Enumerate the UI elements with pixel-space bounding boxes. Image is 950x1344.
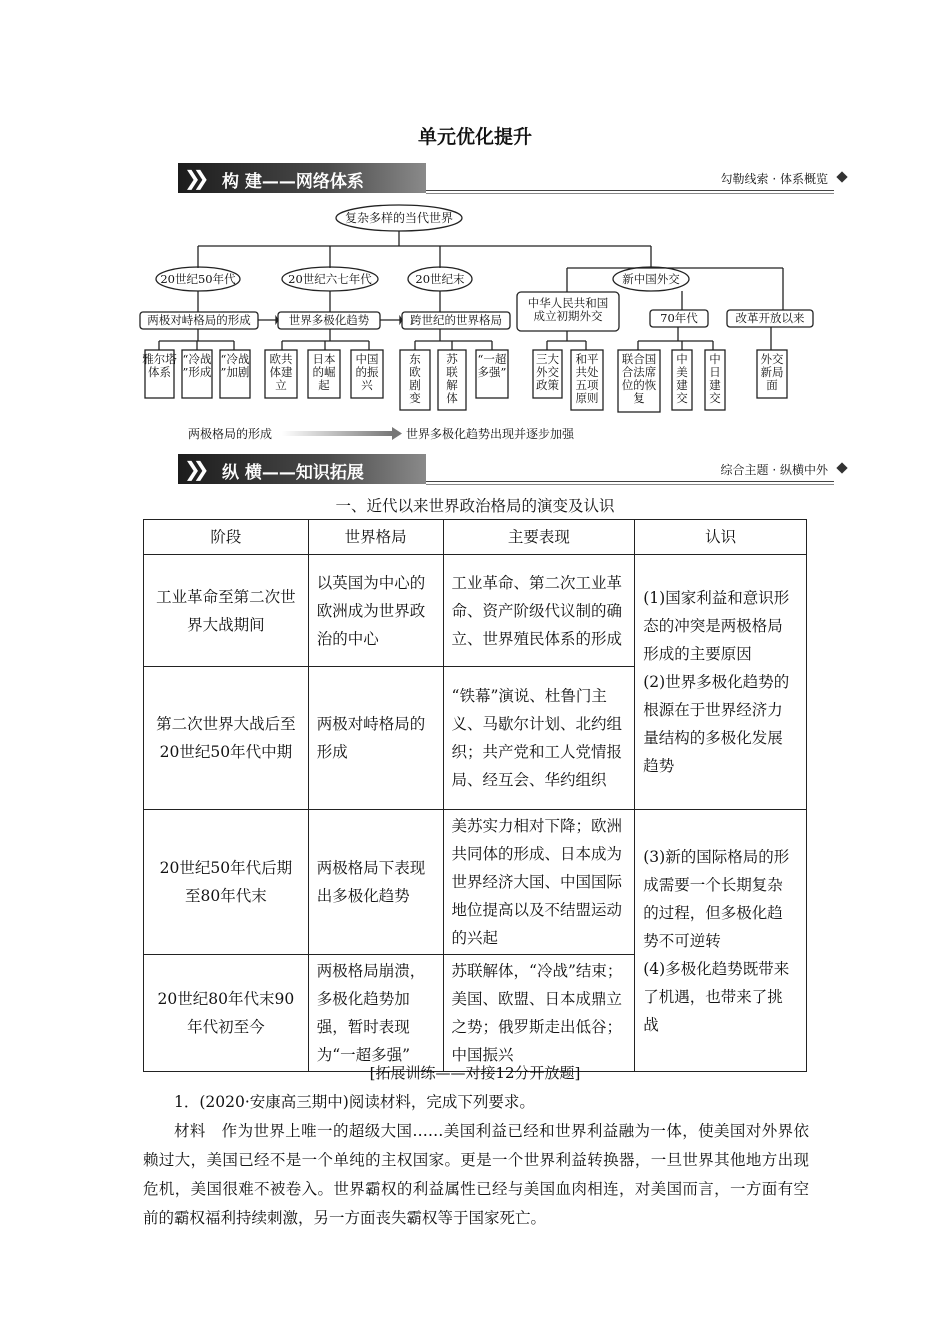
insight-cell: (1)国家利益和意识形态的冲突是两极格局形成的主要原因 (2)世界多极化趋势的根源在于世界经济力量结构的多极化发展趋势 (635, 555, 807, 810)
banner-title: 纵 横——知识拓展 (222, 463, 364, 483)
diagram-diplomacy: 改革开放以来 (735, 311, 805, 325)
progress-arrow (282, 431, 392, 436)
table-header: 认识 (635, 520, 807, 555)
diagram-node-label: “冷战”加剧 (220, 352, 250, 379)
diagram-node-label: 日本的崛起 (312, 352, 336, 392)
diagram-node-label: 苏联解体 (446, 352, 458, 405)
section-banner-extension (178, 454, 846, 484)
diagram-node-label: 中美建交 (676, 352, 688, 405)
double-chevron-icon: ❯❯ (184, 166, 202, 190)
banner-subtitle: 勾勒线索 · 体系概览 (720, 172, 828, 186)
diagram-stage: 跨世纪的世界格局 (410, 313, 502, 327)
arrow-from-label: 两极格局的形成 (188, 427, 273, 441)
section-banner-network (178, 163, 846, 193)
practice-heading: [拓展训练——对接12分开放题] (369, 1064, 581, 1082)
table-row (144, 555, 807, 667)
banner-title: 构 建——网络体系 (222, 172, 364, 192)
diagram-node-label: 中日建交 (709, 352, 721, 405)
diagram-era: 20世纪末 (415, 272, 465, 286)
diagram-node-label: 雅尔塔体系 (142, 352, 177, 379)
diagram-diplomacy: 70年代 (660, 311, 698, 325)
diagram-node-label: 外交新局面 (760, 352, 784, 392)
stage-cell: 20世纪80年代末90年代初至今 (144, 955, 309, 1072)
stage-cell: 20世纪50年代后期至80年代末 (144, 810, 309, 955)
diagram-era: 新中国外交 (622, 272, 680, 286)
pattern-cell: 两极格局下表现出多极化趋势 (308, 810, 443, 955)
diagram-node-label: 中国的振兴 (355, 352, 379, 392)
page-title: 单元优化提升 (417, 126, 532, 148)
banner-rule (426, 484, 834, 485)
performance-cell: “铁幕”演说、杜鲁门主义、马歇尔计划、北约组织；共产党和工人党情报局、经互会、华约组织 (443, 667, 635, 810)
performance-cell: 美苏实力相对下降；欧洲共同体的形成、日本成为世界经济大国、中国国际地位提高以及不结盟运动的兴起 (443, 810, 635, 955)
performance-cell: 工业革命、第二次工业革命、资产阶级代议制的确立、世界殖民体系的形成 (443, 555, 635, 667)
diagram-era: 20世纪六七年代 (288, 272, 372, 286)
table-header: 世界格局 (308, 520, 443, 555)
performance-cell: 苏联解体，“冷战”结束；美国、欧盟、日本成鼎立之势；俄罗斯走出低谷；中国振兴 (443, 955, 635, 1072)
banner-rule (426, 190, 834, 191)
stage-cell: 第二次世界大战后至20世纪50年代中期 (144, 667, 309, 810)
arrow-head-icon (392, 427, 402, 440)
banner-rule (426, 481, 834, 482)
table-header: 阶段 (144, 520, 309, 555)
diagram-node-label: 三大外交政策 (536, 352, 559, 392)
diagram-node-label: 和平共处五项原则 (575, 352, 599, 405)
material-paragraph: 材料 作为世界上唯一的超级大国……美国利益已经和世界利益融为一体，使美国对外界依赖过大，美国已经不是一个单纯的主权国家。更是一个世界利益转换器，一旦世界其他地方出现危机，美国很难不被卷入。世界霸权的利益属性已经与美国血肉相连，对美国而言，一方面有空前的霸权福利持续刺激，另一方面丧失霸权等于国家死亡。 (143, 1122, 809, 1227)
diagram-root: 复杂多样的当代世界 (344, 211, 454, 225)
diagram-node-label: “冷战”形成 (182, 352, 212, 379)
diagram-node-label: 欧共体建立 (269, 352, 293, 392)
table-header-row (144, 520, 807, 555)
diamond-icon (836, 171, 847, 182)
table-row (144, 810, 807, 955)
insight-cell: (3)新的国际格局的形成需要一个长期复杂的过程，但多极化趋势不可逆转 (4)多极化趋势既带来了机遇，也带来了挑战 (635, 810, 807, 1072)
banner-rule (426, 193, 834, 194)
banner-subtitle: 综合主题 · 纵横中外 (720, 463, 828, 477)
pattern-cell: 两极格局崩溃，多极化趋势加强，暂时表现为“一超多强” (308, 955, 443, 1072)
pattern-cell: 两极对峙格局的形成 (308, 667, 443, 810)
diagram-node-label: 中华人民共和国成立初期外交 (527, 296, 609, 323)
double-chevron-icon: ❯❯ (184, 457, 202, 481)
diagram-stage: 两极对峙格局的形成 (147, 313, 251, 327)
diagram-stage: 世界多极化趋势 (288, 313, 370, 327)
diagram-node-label: “一超多强” (477, 352, 507, 379)
diagram-era: 20世纪50年代 (160, 272, 236, 286)
diamond-icon (836, 462, 847, 473)
stage-cell: 工业革命至第二次世界大战期间 (144, 555, 309, 667)
table-header: 主要表现 (443, 520, 635, 555)
question-1: 1．(2020·安康高三期中)阅读材料，完成下列要求。 (174, 1093, 535, 1111)
section-heading: 一、近代以来世界政治格局的演变及认识 (335, 497, 615, 515)
world-pattern-table (143, 519, 807, 1072)
arrow-to-label: 世界多极化趋势出现并逐步加强 (406, 427, 575, 441)
pattern-cell: 以英国为中心的欧洲成为世界政治的中心 (308, 555, 443, 667)
diagram-node-label: 东欧剧变 (409, 352, 421, 405)
diagram-node-label: 联合国合法席位的恢复 (621, 352, 657, 405)
knowledge-network-diagram (130, 198, 830, 446)
